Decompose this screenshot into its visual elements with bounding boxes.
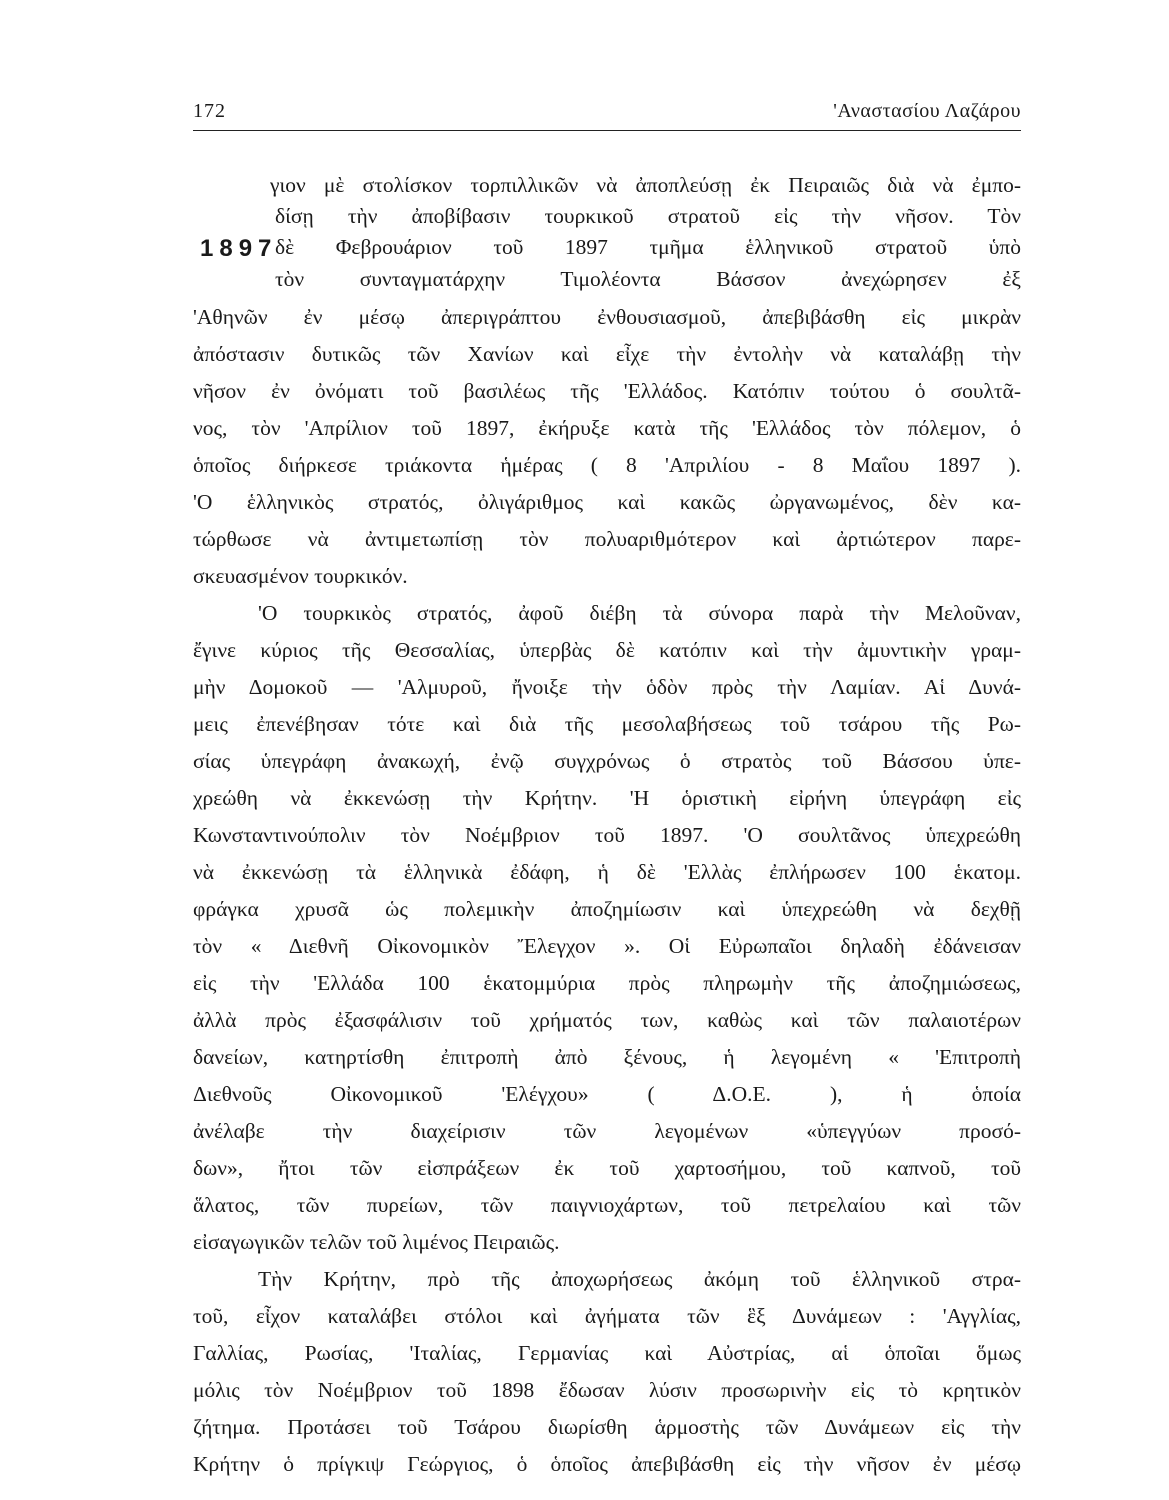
margin-year-note: 1897 [200, 235, 278, 262]
text-line: Κωνσταντινούπολιν τὸν Νοέμβριον τοῦ 1897. 'Ο σουλτᾶνος ὑπεχρεώθη [193, 823, 1021, 847]
text-line: μὴν Δομοκοῦ — 'Αλμυροῦ, ἤνοιξε τὴν ὁδὸν πρὸς τὴν Λαμίαν. Αἱ Δυνά- [193, 675, 1021, 699]
text-line: σκευασμένον τουρκικόν. [193, 564, 408, 588]
text-line: ζήτημα. Προτάσει τοῦ Τσάρου διωρίσθη ἁρμοστὴς τῶν Δυνάμεων εἰς τὴν [193, 1415, 1021, 1439]
text-line: τοῦ, εἶχον καταλάβει στόλοι καὶ ἀγήματα τῶν ἓξ Δυνάμεων : 'Αγγλίας, [193, 1304, 1021, 1328]
text-line: χρεώθη νὰ ἐκκενώσῃ τὴν Κρήτην. 'Η ὁριστικὴ εἰρήνη ὑπεγράφη εἰς [193, 786, 1021, 810]
text-line: Διεθνοῦς Οἰκονομικοῦ 'Ελέγχου» ( Δ.Ο.Ε. ), ἡ ὁποία [193, 1082, 1021, 1106]
text-line: ἔγινε κύριος τῆς Θεσσαλίας, ὑπερβὰς δὲ κατόπιν καὶ τὴν ἀμυντικὴν γραμ- [193, 638, 1021, 662]
text-line: νος, τὸν 'Απρίλιον τοῦ 1897, ἐκήρυξε κατὰ τῆς 'Ελλάδος τὸν πόλεμον, ὁ [193, 416, 1021, 440]
text-line: Κρήτην ὁ πρίγκιψ Γεώργιος, ὁ ὁποῖος ἀπεβιβάσθη εἰς τὴν νῆσον ἐν μέσῳ [193, 1452, 1021, 1476]
text-line: δανείων, κατηρτίσθη ἐπιτροπὴ ἀπὸ ξένους, ἡ λεγομένη « 'Επιτροπὴ [193, 1045, 1021, 1069]
text-line: νῆσον ἐν ὀνόματι τοῦ βασιλέως τῆς 'Ελλάδος. Κατόπιν τούτου ὁ σουλτᾶ- [193, 379, 1021, 403]
page-number: 172 [193, 100, 226, 122]
text-line: τώρθωσε νὰ ἀντιμετωπίσῃ τὸν πολυαριθμότερον καὶ ἀρτιώτερον παρε- [193, 527, 1021, 551]
running-title: 'Αναστασίου Λαζάρου [833, 100, 1021, 122]
page-header [193, 96, 1021, 131]
text-line: τὸν « Διεθνῆ Οἰκονομικὸν Ἔλεγχον ». Οἱ Εὐρωπαῖοι δηλαδὴ ἐδάνεισαν [193, 934, 1021, 958]
text-line: μεις ἐπενέβησαν τότε καὶ διὰ τῆς μεσολαβήσεως τοῦ τσάρου τῆς Ρω- [193, 712, 1021, 736]
text-line: εἰς τὴν 'Ελλάδα 100 ἑκατομμύρια πρὸς πληρωμὴν τῆς ἀποζημιώσεως, [193, 971, 1021, 995]
text-line: φράγκα χρυσᾶ ὡς πολεμικὴν ἀποζημίωσιν καὶ ὑπεχρεώθη νὰ δεχθῇ [193, 897, 1021, 921]
text-line: 'Ο τουρκικὸς στρατός, ἀφοῦ διέβη τὰ σύνορα παρὰ τὴν Μελοῦναν, [258, 601, 1021, 625]
text-line: τὸν συνταγματάρχην Τιμολέοντα Βάσσον ἀνεχώρησεν ἐξ [275, 267, 1021, 291]
text-line: Τὴν Κρήτην, πρὸ τῆς ἀποχωρήσεως ἀκόμη τοῦ ἑλληνικοῦ στρα- [258, 1267, 1021, 1291]
text-line: Γαλλίας, Ρωσίας, 'Ιταλίας, Γερμανίας καὶ Αὐστρίας, αἱ ὁποῖαι ὅμως [193, 1341, 1021, 1365]
text-line: εἰσαγωγικῶν τελῶν τοῦ λιμένος Πειραιῶς. [193, 1230, 560, 1254]
text-line: νὰ ἐκκενώσῃ τὰ ἑλληνικὰ ἐδάφη, ἡ δὲ 'Ελλὰς ἐπλήρωσεν 100 ἑκατομ. [193, 860, 1021, 884]
text-line: ἀπόστασιν δυτικῶς τῶν Χανίων καὶ εἶχε τὴν ἐντολὴν νὰ καταλάβῃ τὴν [193, 342, 1021, 366]
text-line: γιον μὲ στολίσκον τορπιλλικῶν νὰ ἀποπλεύσῃ ἐκ Πειραιῶς διὰ νὰ ἐμπο- [270, 173, 1021, 197]
text-line: ἀλλὰ πρὸς ἐξασφάλισιν τοῦ χρήματός των, καθὼς καὶ τῶν παλαιοτέρων [193, 1008, 1021, 1032]
text-line: σίας ὑπεγράφη ἀνακωχή, ἐνῷ συγχρόνως ὁ στρατὸς τοῦ Βάσσου ὑπε- [193, 749, 1021, 773]
text-line: μόλις τὸν Νοέμβριον τοῦ 1898 ἔδωσαν λύσιν προσωρινὴν εἰς τὸ κρητικὸν [193, 1378, 1021, 1402]
text-line: 'Αθηνῶν ἐν μέσῳ ἀπεριγράπτου ἐνθουσιασμοῦ, ἀπεβιβάσθη εἰς μικρὰν [193, 305, 1021, 329]
text-line: ὁποῖος διήρκεσε τριάκοντα ἡμέρας ( 8 'Απριλίου - 8 Μαΐου 1897 ). [193, 453, 1021, 477]
text-line: ἅλατος, τῶν πυρείων, τῶν παιγνιοχάρτων, τοῦ πετρελαίου καὶ τῶν [193, 1193, 1021, 1217]
text-line: δων», ἤτοι τῶν εἰσπράξεων ἐκ τοῦ χαρτοσήμου, τοῦ καπνοῦ, τοῦ [193, 1156, 1021, 1180]
text-line: ἀνέλαβε τὴν διαχείρισιν τῶν λεγομένων «ὑπεγγύων προσό- [193, 1119, 1021, 1143]
text-line: δὲ Φεβρουάριον τοῦ 1897 τμῆμα ἑλληνικοῦ στρατοῦ ὑπὸ [275, 235, 1021, 259]
text-line: δίσῃ τὴν ἀποβίβασιν τουρκικοῦ στρατοῦ εἰς τὴν νῆσον. Τὸν [275, 204, 1021, 228]
text-line: 'Ο ἑλληνικὸς στρατός, ὀλιγάριθμος καὶ κακῶς ὠργανωμένος, δὲν κα- [193, 490, 1021, 514]
